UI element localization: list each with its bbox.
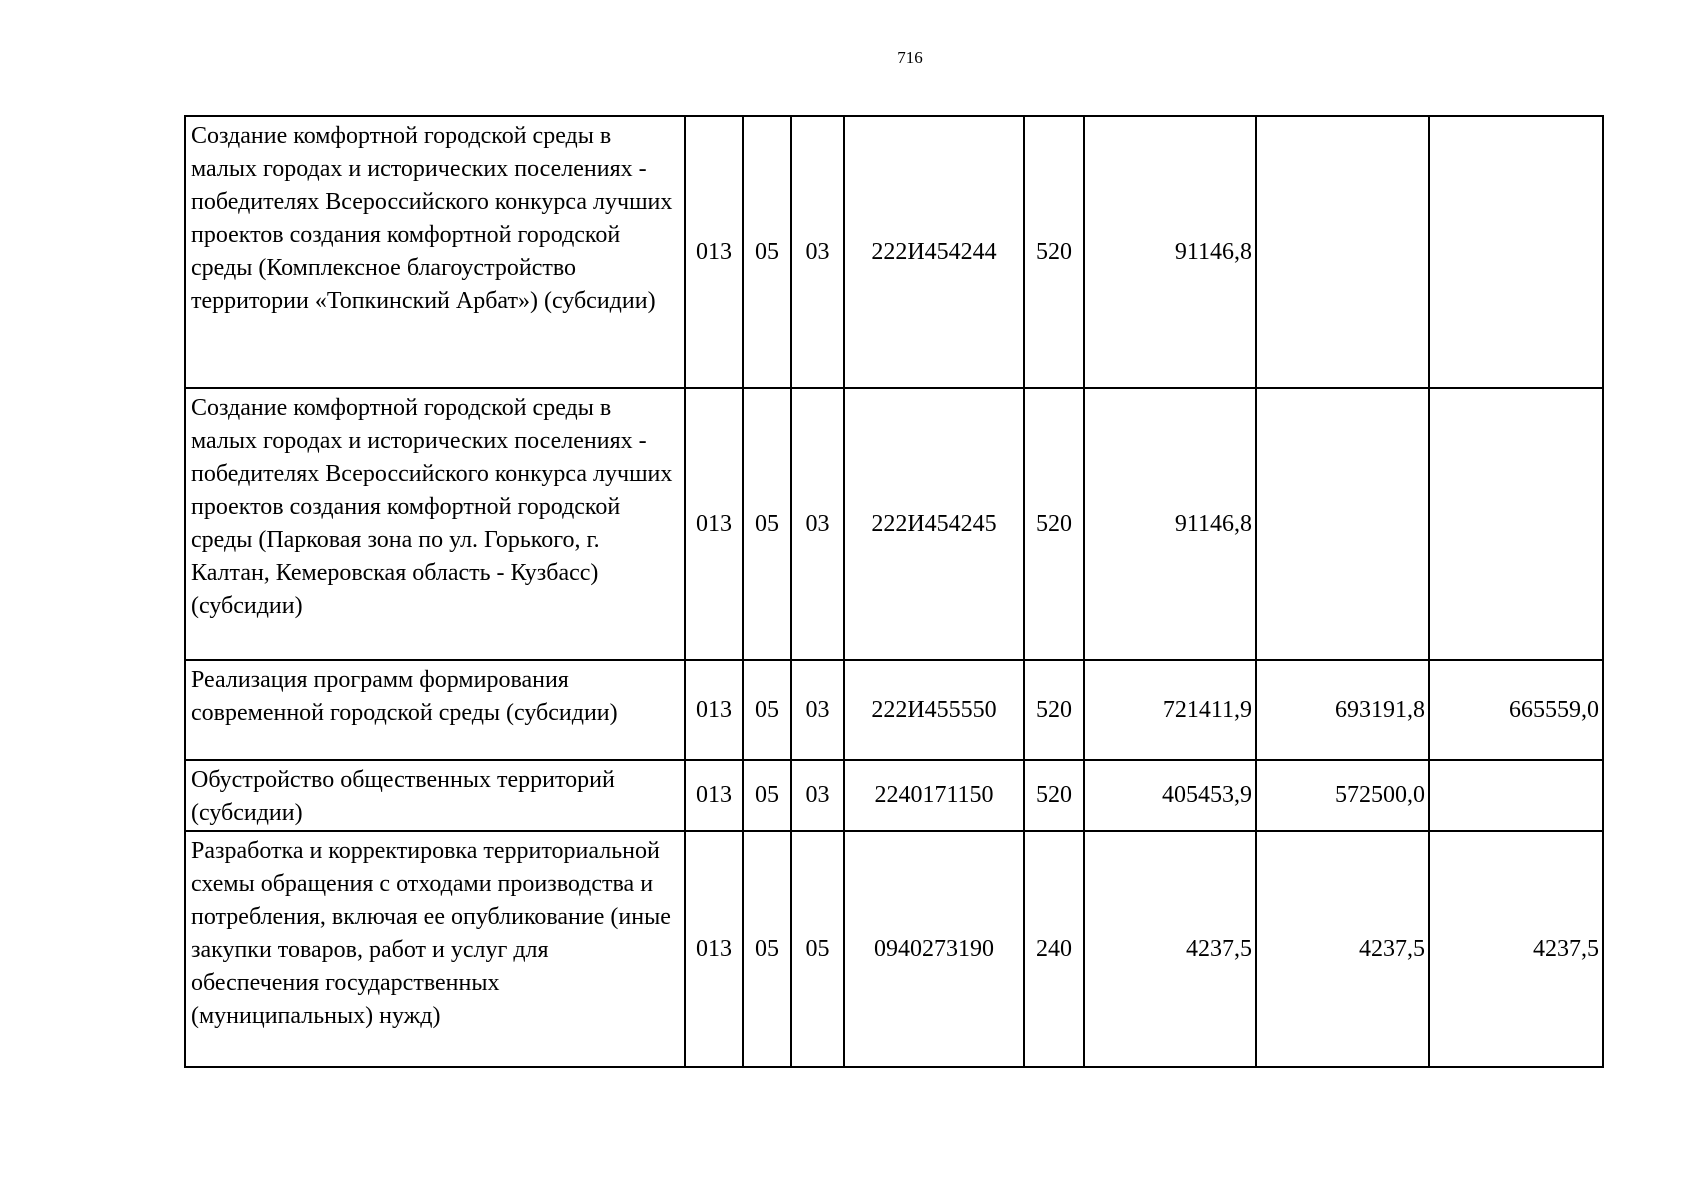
section-code-cell: 05 <box>743 116 791 388</box>
amount-3-cell <box>1429 388 1603 660</box>
expense-type-cell: 520 <box>1024 388 1084 660</box>
ministry-code-cell: 013 <box>685 760 743 831</box>
subsection-code-cell: 03 <box>791 116 844 388</box>
row-name-cell: Реализация программ формирования современной городской среды (субсидии) <box>185 660 685 760</box>
section-code-cell: 05 <box>743 760 791 831</box>
page-number: 716 <box>897 48 923 67</box>
table-row <box>185 760 1603 831</box>
amount-3-cell <box>1429 760 1603 831</box>
amount-3-cell: 665559,0 <box>1429 660 1603 760</box>
section-code-cell: 05 <box>743 388 791 660</box>
subsection-code-cell: 03 <box>791 760 844 831</box>
amount-2-cell: 4237,5 <box>1256 831 1429 1067</box>
ministry-code-cell: 013 <box>685 660 743 760</box>
target-article-cell: 0940273190 <box>844 831 1024 1067</box>
row-name-cell: Создание комфортной городской среды в малых городах и исторических поселениях - победителях Всероссийского конкурса лучших проектов создания комфортной городской среды (Комплексное благоустройство территории «Топкинский Арбат») (субсидии) <box>185 116 685 388</box>
table-row <box>185 388 1603 660</box>
amount-2-cell: 693191,8 <box>1256 660 1429 760</box>
ministry-code-cell: 013 <box>685 831 743 1067</box>
amount-1-cell: 91146,8 <box>1084 116 1256 388</box>
table-row <box>185 660 1603 760</box>
amount-2-cell <box>1256 116 1429 388</box>
expense-type-cell: 520 <box>1024 116 1084 388</box>
section-code-cell: 05 <box>743 660 791 760</box>
amount-3-cell: 4237,5 <box>1429 831 1603 1067</box>
ministry-code-cell: 013 <box>685 116 743 388</box>
row-name-cell: Обустройство общественных территорий (субсидии) <box>185 760 685 831</box>
expense-type-cell: 240 <box>1024 831 1084 1067</box>
row-name-cell: Разработка и корректировка территориальной схемы обращения с отходами производства и потребления, включая ее опубликование (иные закупки товаров, работ и услуг для обеспечения государственных (муниципальных) нужд) <box>185 831 685 1067</box>
amount-1-cell: 91146,8 <box>1084 388 1256 660</box>
subsection-code-cell: 03 <box>791 660 844 760</box>
budget-table <box>184 115 1604 1068</box>
amount-1-cell: 405453,9 <box>1084 760 1256 831</box>
target-article-cell: 222И455550 <box>844 660 1024 760</box>
amount-2-cell <box>1256 388 1429 660</box>
amount-1-cell: 4237,5 <box>1084 831 1256 1067</box>
target-article-cell: 222И454244 <box>844 116 1024 388</box>
amount-3-cell <box>1429 116 1603 388</box>
table-row <box>185 831 1603 1067</box>
table-row <box>185 116 1603 388</box>
target-article-cell: 222И454245 <box>844 388 1024 660</box>
amount-1-cell: 721411,9 <box>1084 660 1256 760</box>
expense-type-cell: 520 <box>1024 660 1084 760</box>
row-name-cell: Создание комфортной городской среды в малых городах и исторических поселениях - победителях Всероссийского конкурса лучших проектов создания комфортной городской среды (Парковая зона по ул. Горького, г. Калтан, Кемеровская область - Кузбасс) (субсидии) <box>185 388 685 660</box>
expense-type-cell: 520 <box>1024 760 1084 831</box>
section-code-cell: 05 <box>743 831 791 1067</box>
subsection-code-cell: 05 <box>791 831 844 1067</box>
target-article-cell: 2240171150 <box>844 760 1024 831</box>
ministry-code-cell: 013 <box>685 388 743 660</box>
amount-2-cell: 572500,0 <box>1256 760 1429 831</box>
subsection-code-cell: 03 <box>791 388 844 660</box>
